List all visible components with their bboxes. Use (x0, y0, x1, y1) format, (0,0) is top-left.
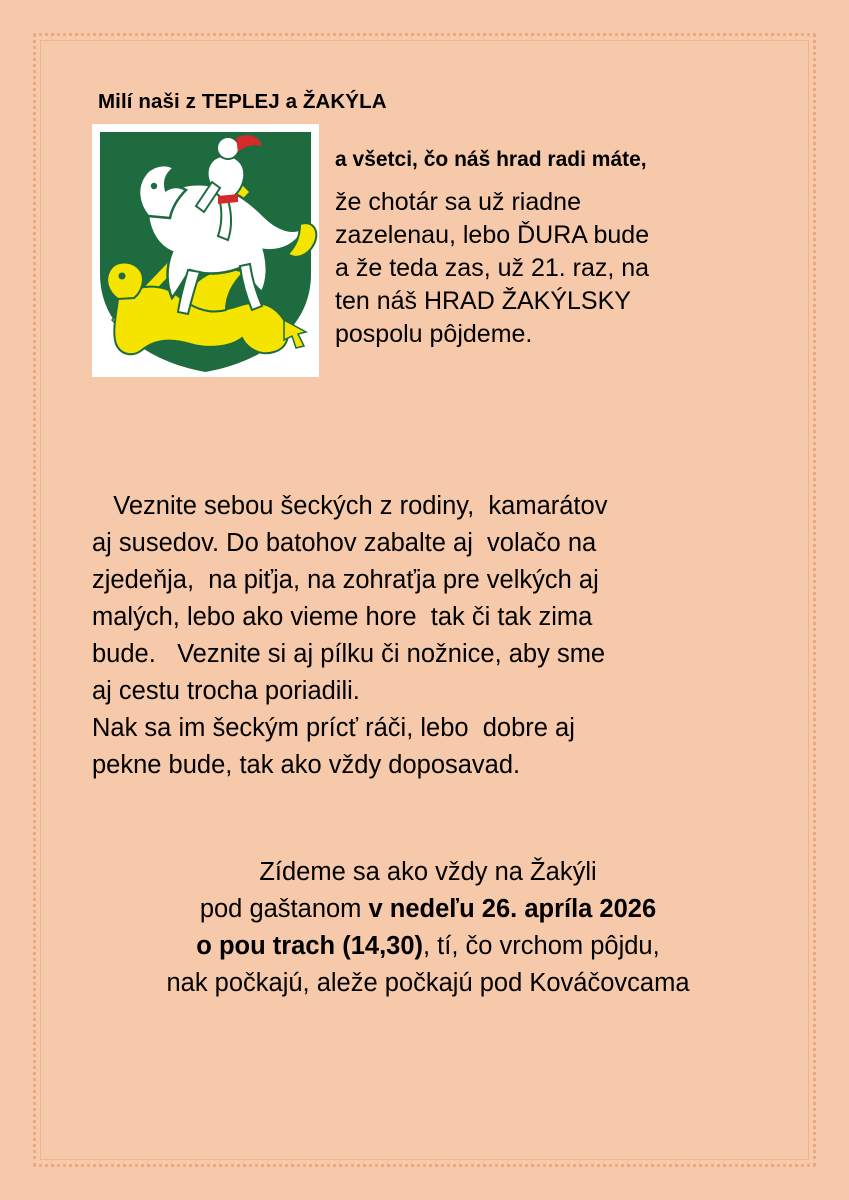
body-line-4: malých, lebo ako vieme hore tak či tak zima (92, 602, 593, 631)
intro-line-2: zazelenau, lebo ĎURA bude (335, 220, 650, 249)
body-line-8: pekne bude, tak ako vždy doposavad. (92, 750, 521, 779)
body-line-6: aj cestu trocha poriadili. (92, 676, 360, 705)
event-time-line (92, 928, 764, 965)
intro-bold-line: a všetci, čo náš hrad radi máte, (335, 148, 647, 171)
body-line-1: Veznite sebou šeckých z rodiny, kamarátov (92, 492, 608, 520)
event-time-value: o pou trach (14,30) (196, 931, 424, 960)
intro-line-4: ten náš HRAD ŽAKÝLSKY (335, 286, 631, 315)
intro-line-1: že chotár sa už riadne (335, 187, 581, 216)
event-time-suffix: , tí, čo vrchom pôjdu, (423, 931, 660, 960)
event-date-value: v nedeľu 26. apríla 2026 (368, 894, 657, 923)
event-date-prefix: pod gaštanom (199, 894, 369, 923)
body-text (92, 488, 764, 784)
saint-george-dragon-icon (92, 124, 319, 377)
body-line-5: bude. Veznite si aj pílku či nožnice, aby sme (92, 639, 606, 668)
coat-of-arms-image (92, 124, 319, 377)
event-details (92, 854, 764, 1002)
event-location-line: Zídeme sa ako vždy na Žakýli (259, 857, 597, 886)
intro-line-3: a že teda zas, už 21. raz, na (335, 253, 650, 282)
body-line-3: zjedeňja, na piťja, na zohraťja pre velkých aj (92, 565, 599, 594)
body-line-7: Nak sa im šeckým prícť ráči, lebo dobre aj (92, 713, 575, 742)
intro-line-5: pospolu pôjdeme. (335, 319, 533, 348)
event-meeting-note: nak počkajú, aleže počkajú pod Kováčovcama (166, 968, 690, 997)
page-title: Milí naši z TEPLEJ a ŽAKÝLA (98, 90, 387, 113)
intro-block (92, 124, 764, 404)
body-line-2: aj susedov. Do batohov zabalte aj volačo na (92, 528, 597, 557)
event-date-line (92, 891, 764, 928)
poster-content (92, 90, 764, 1002)
